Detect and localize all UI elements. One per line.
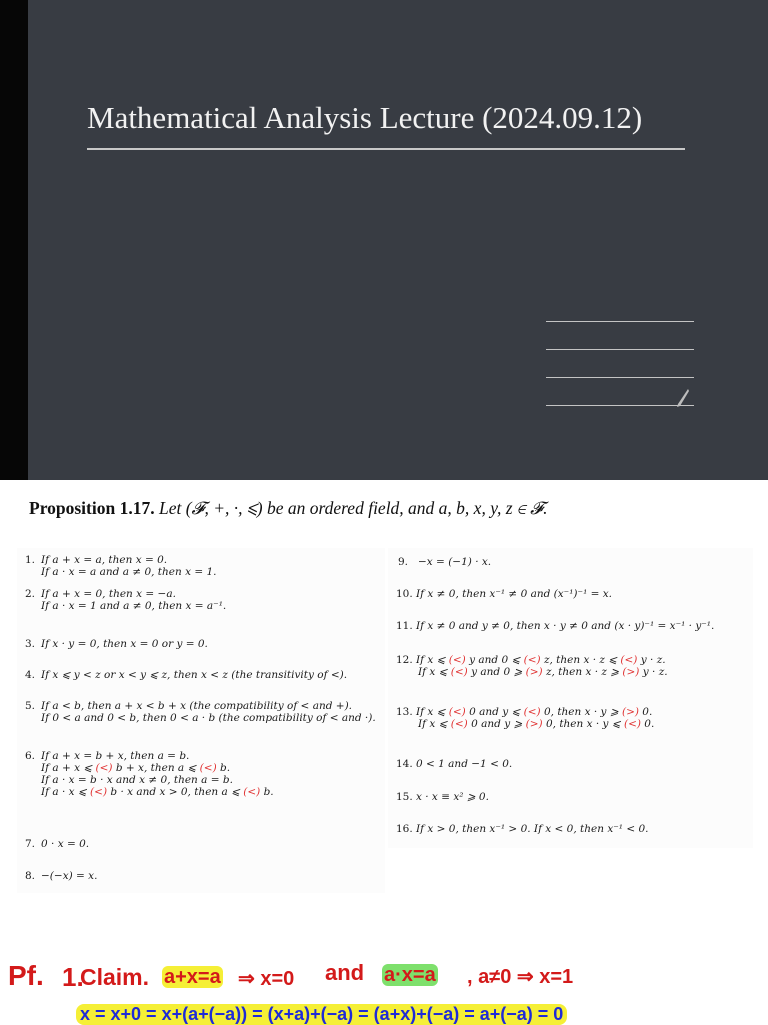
strict-inequality-note: (>)	[622, 666, 640, 678]
proposition-list-right	[388, 548, 753, 848]
handwriting-item-number: 1.	[62, 962, 84, 992]
proposition-text: Let (𝓕, +, ·, ⩽) be an ordered field, and a, b, x, y, z ∈ 𝓕.	[158, 498, 548, 518]
list-item: 12. If x ⩽ (<) y and 0 ⩽ (<) z, then x · z ⩽ (<) y · z. If x ⩽ (<) y and 0 ⩾ (>) z, then x · z ⩾ (>) y · z.	[396, 654, 668, 678]
list-item: 1. If a + x = a, then x = 0. If a · x = a and a ≠ 0, then x = 1.	[25, 554, 217, 578]
handwriting-condition: , a≠0 ⇒ x=1	[467, 966, 574, 988]
list-item: 7. 0 · x = 0.	[25, 838, 90, 850]
handwriting-equation-2	[382, 964, 438, 987]
strict-inequality-note: (<)	[623, 718, 641, 730]
strict-inequality-note: (<)	[199, 762, 217, 774]
list-item: 9. −x = (−1) · x.	[398, 556, 492, 568]
list-item: 10. If x ≠ 0, then x⁻¹ ≠ 0 and (x⁻¹)⁻¹ = x.	[396, 588, 613, 600]
handwriting-proof-line: x = x+0 = x+(a+(−a)) = (x+a)+(−a) = (a+x)+(−a) = a+(−a) = 0	[76, 1004, 567, 1025]
highlighted-equation: a·x=a	[384, 964, 436, 986]
handwriting-and: and	[325, 960, 365, 985]
proposition-heading	[29, 498, 547, 519]
list-item: 13. If x ⩽ (<) 0 and y ⩽ (<) 0, then x · y ⩾ (>) 0. If x ⩽ (<) 0 and y ⩾ (>) 0, then x · y ⩽ (<) 0.	[396, 706, 655, 730]
handwriting-pf: Pf.	[8, 960, 44, 991]
proposition-list-left	[17, 548, 385, 893]
strict-inequality-note: (<)	[523, 706, 541, 718]
signature-line	[546, 405, 694, 406]
list-item: 6. If a + x = b + x, then a = b. If a + x ⩽ (<) b + x, then a ⩽ (<) b. If a · x = b · x and x ≠ 0, then a = b. If a · x ⩽ (<) b · x and x > 0, then a ⩽ (<) b.	[25, 750, 274, 798]
proposition-label: Proposition 1.17.	[29, 498, 155, 518]
handwriting-implication-1: ⇒ x=0	[238, 968, 295, 990]
highlighted-equation: a+x=a	[164, 966, 221, 988]
strict-inequality-note: (<)	[90, 786, 108, 798]
pen-icon[interactable]	[676, 388, 690, 408]
strict-inequality-note: (<)	[243, 786, 261, 798]
slide-title: Mathematical Analysis Lecture (2024.09.12)	[87, 100, 643, 135]
title-underline	[87, 148, 685, 150]
strict-inequality-note: (>)	[525, 666, 543, 678]
list-item: 3. If x · y = 0, then x = 0 or y = 0.	[25, 638, 208, 650]
strict-inequality-note: (>)	[621, 706, 639, 718]
list-item: 15. x · x ≡ x² ⩾ 0.	[396, 791, 489, 803]
handwriting-equation-1	[162, 966, 223, 989]
strict-inequality-note: (<)	[523, 654, 541, 666]
list-item: 4. If x ⩽ y < z or x < y ⩽ z, then x < z (the transitivity of <).	[25, 669, 348, 681]
signature-line	[546, 349, 694, 350]
strict-inequality-note: (<)	[450, 666, 468, 678]
list-item: 11. If x ≠ 0 and y ≠ 0, then x · y ≠ 0 and (x · y)⁻¹ = x⁻¹ · y⁻¹.	[396, 620, 715, 632]
signature-line	[546, 377, 694, 378]
list-item: 5. If a < b, then a + x < b + x (the compatibility of < and +). If 0 < a and 0 < b, then 0 < a · b (the compatibility of < and ·).	[25, 700, 376, 724]
signature-line	[546, 321, 694, 322]
list-item: 8. −(−x) = x.	[25, 870, 98, 882]
strict-inequality-note: (<)	[95, 762, 113, 774]
list-item: 2. If a + x = 0, then x = −a. If a · x = 1 and a ≠ 0, then x = a⁻¹.	[25, 588, 227, 612]
list-item: 16. If x > 0, then x⁻¹ > 0. If x < 0, then x⁻¹ < 0.	[396, 823, 649, 835]
strict-inequality-note: (<)	[448, 654, 466, 666]
handwriting-claim: Claim.	[80, 964, 150, 990]
strict-inequality-note: (<)	[448, 706, 466, 718]
lecture-slide	[0, 0, 768, 480]
slide-left-bar	[0, 0, 28, 480]
strict-inequality-note: (<)	[620, 654, 638, 666]
strict-inequality-note: (>)	[525, 718, 543, 730]
strict-inequality-note: (<)	[450, 718, 468, 730]
list-item: 14. 0 < 1 and −1 < 0.	[396, 758, 513, 770]
